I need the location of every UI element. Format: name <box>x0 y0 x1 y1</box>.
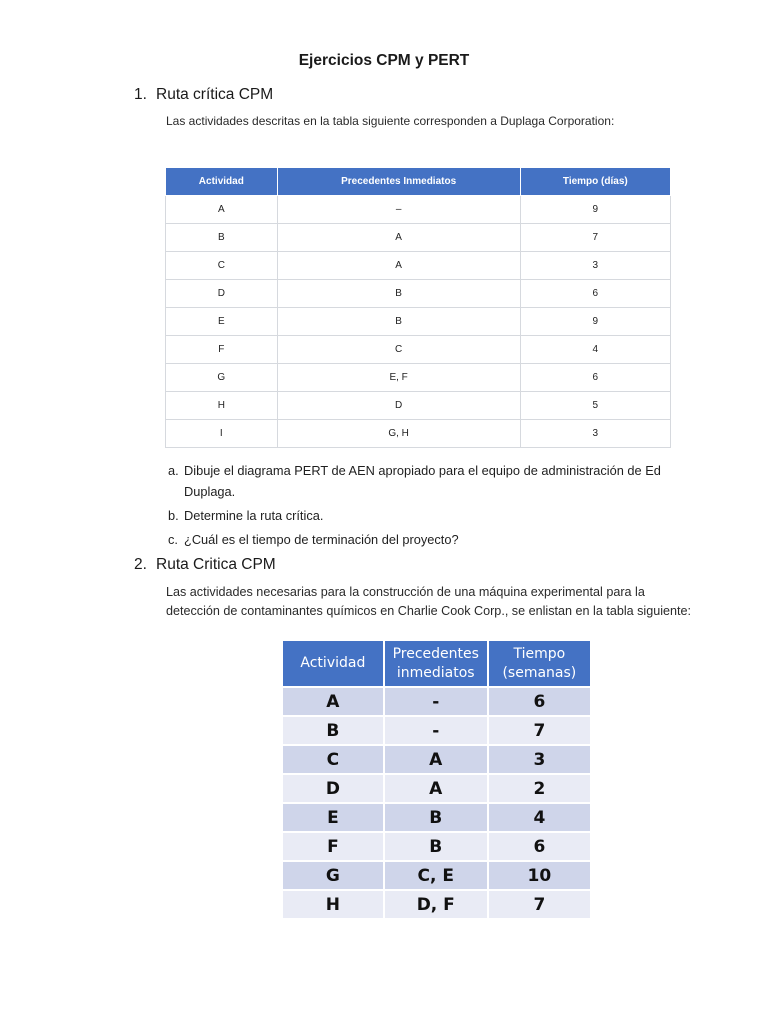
cell-actividad: B <box>282 716 384 745</box>
table-row <box>166 392 671 420</box>
table-row <box>282 832 591 861</box>
cell-precedentes: E, F <box>277 364 520 392</box>
cell-actividad: H <box>282 890 384 919</box>
table-row <box>166 364 671 392</box>
table-row <box>282 716 591 745</box>
table-row <box>166 336 671 364</box>
cell-tiempo: 3 <box>520 420 670 448</box>
cell-precedentes: G, H <box>277 420 520 448</box>
cell-precedentes: D <box>277 392 520 420</box>
column-header-precedentes-label: Precedentes inmediatos <box>392 645 479 681</box>
table-row <box>166 252 671 280</box>
column-header-precedentes <box>384 640 488 687</box>
column-header-tiempo <box>488 640 591 687</box>
cell-precedentes: - <box>384 716 488 745</box>
cell-tiempo: 6 <box>488 832 591 861</box>
cell-actividad: E <box>166 308 278 336</box>
section-2-heading <box>134 556 276 574</box>
question-label: a. <box>168 463 179 478</box>
cell-precedentes: A <box>277 252 520 280</box>
section-1-title: Ruta crítica CPM <box>156 86 274 103</box>
column-header-actividad: Actividad <box>282 640 384 687</box>
section-2-number: 2. <box>134 556 147 573</box>
cell-actividad: I <box>166 420 278 448</box>
question-text: Dibuje el diagrama PERT de AEN apropiado para el equipo de administración de Ed Duplaga. <box>184 463 661 499</box>
cell-actividad: A <box>282 687 384 716</box>
cell-tiempo: 7 <box>488 890 591 919</box>
question-text: ¿Cuál es el tiempo de terminación del proyecto? <box>184 532 459 547</box>
table-row <box>166 224 671 252</box>
cell-actividad: D <box>282 774 384 803</box>
cell-precedentes: B <box>384 832 488 861</box>
cell-tiempo: 4 <box>488 803 591 832</box>
cell-precedentes: - <box>384 687 488 716</box>
cell-actividad: D <box>166 280 278 308</box>
cell-precedentes: B <box>277 308 520 336</box>
cell-tiempo: 9 <box>520 196 670 224</box>
table-row <box>166 196 671 224</box>
question-c <box>168 529 708 550</box>
cell-precedentes: C <box>277 336 520 364</box>
cell-actividad: F <box>166 336 278 364</box>
page-title: Ejercicios CPM y PERT <box>298 52 470 69</box>
section-1-intro: Las actividades descritas en la tabla siguiente corresponden a Duplaga Corporation: <box>166 114 615 128</box>
cell-tiempo: 6 <box>520 280 670 308</box>
cell-actividad: G <box>166 364 278 392</box>
cell-tiempo: 7 <box>520 224 670 252</box>
cell-precedentes: B <box>277 280 520 308</box>
column-header-tiempo-label: Tiempo (semanas) <box>502 645 577 681</box>
table-row <box>282 890 591 919</box>
cell-actividad: C <box>166 252 278 280</box>
question-label: c. <box>168 532 178 547</box>
table-header-row <box>166 168 671 196</box>
table-header-row <box>282 640 591 687</box>
cell-tiempo: 4 <box>520 336 670 364</box>
cell-tiempo: 7 <box>488 716 591 745</box>
column-header-precedentes: Precedentes Inmediatos <box>277 168 520 196</box>
cell-tiempo: 6 <box>520 364 670 392</box>
table-row <box>166 420 671 448</box>
section-2-title: Ruta Critica CPM <box>156 556 276 573</box>
section-2-intro <box>166 583 691 621</box>
cell-actividad: G <box>282 861 384 890</box>
question-label: b. <box>168 508 179 523</box>
question-a <box>168 460 708 502</box>
column-header-actividad: Actividad <box>166 168 278 196</box>
question-b <box>168 505 708 526</box>
cell-precedentes: A <box>277 224 520 252</box>
cell-tiempo: 3 <box>488 745 591 774</box>
table-row <box>282 774 591 803</box>
cell-tiempo: 6 <box>488 687 591 716</box>
section-2-intro-line-2: detección de contaminantes químicos en Charlie Cook Corp., se enlistan en la tabla siguiente: <box>166 604 692 618</box>
cell-precedentes: B <box>384 803 488 832</box>
cell-actividad: F <box>282 832 384 861</box>
cell-tiempo: 3 <box>520 252 670 280</box>
cell-actividad: H <box>166 392 278 420</box>
table-row <box>282 861 591 890</box>
cell-tiempo: 5 <box>520 392 670 420</box>
table-row <box>282 687 591 716</box>
cell-actividad: A <box>166 196 278 224</box>
duplaga-activity-table <box>165 167 671 448</box>
cell-actividad: C <box>282 745 384 774</box>
table-row <box>166 280 671 308</box>
cell-precedentes: D, F <box>384 890 488 919</box>
section-1-number: 1. <box>134 86 147 103</box>
cell-actividad: B <box>166 224 278 252</box>
cell-actividad: E <box>282 803 384 832</box>
cell-tiempo: 2 <box>488 774 591 803</box>
charlie-cook-activity-table <box>281 639 592 920</box>
question-text: Determine la ruta crítica. <box>184 508 324 523</box>
column-header-tiempo: Tiempo (días) <box>520 168 670 196</box>
cell-tiempo: 10 <box>488 861 591 890</box>
cell-tiempo: 9 <box>520 308 670 336</box>
section-1-heading <box>134 86 273 104</box>
section-1-questions <box>168 460 708 553</box>
section-2-intro-line-1: Las actividades necesarias para la construcción de una máquina experimental para la <box>166 585 645 599</box>
cell-precedentes: A <box>384 745 488 774</box>
cell-precedentes: C, E <box>384 861 488 890</box>
cell-precedentes: – <box>277 196 520 224</box>
cell-precedentes: A <box>384 774 488 803</box>
table-row <box>282 803 591 832</box>
table-row <box>282 745 591 774</box>
table-row <box>166 308 671 336</box>
